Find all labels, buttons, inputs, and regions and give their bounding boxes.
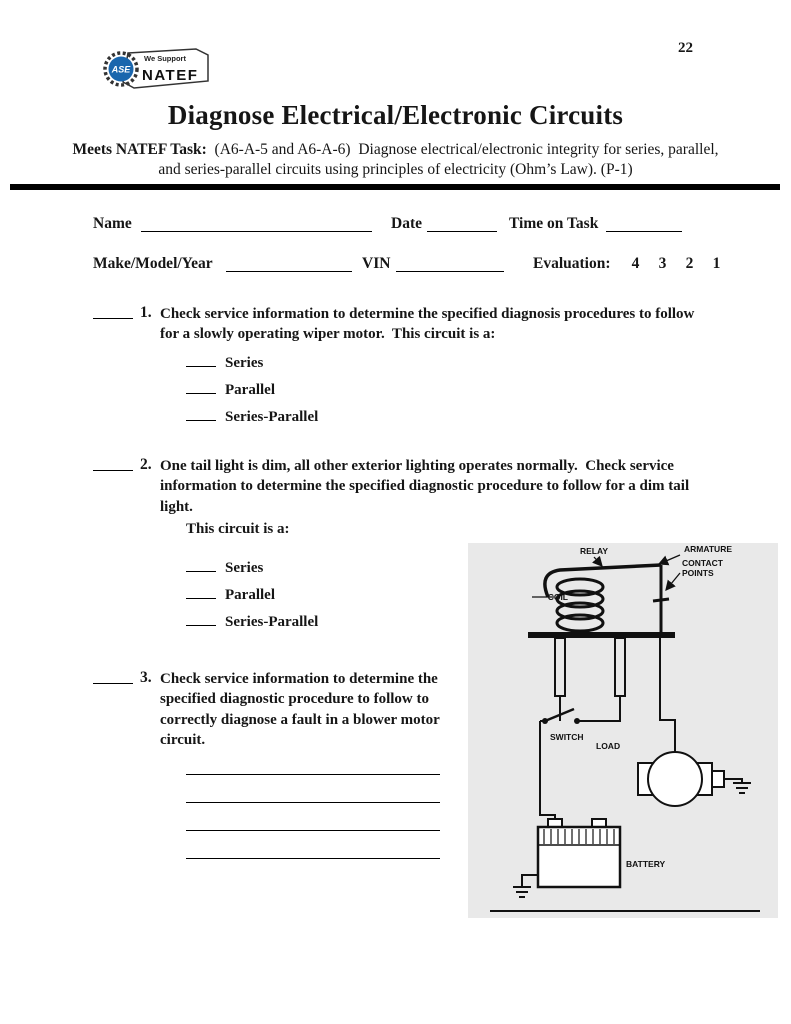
option-blank [186,558,216,572]
evaluation-2: 2 [685,255,694,272]
answer-line-4 [186,858,440,859]
make-model-year-blank [226,271,352,272]
option-label: Parallel [225,587,275,603]
option-series-parallel [186,612,318,639]
question-3-score-blank [93,683,133,684]
question-1-options [186,353,318,434]
make-model-year-label: Make/Model/Year [93,255,213,272]
answer-line-2 [186,802,440,803]
coil-winding [557,579,603,631]
question-2-options [186,558,318,639]
answer-line-1 [186,774,440,775]
evaluation-1: 1 [712,255,721,272]
relay-terminal-right [615,638,625,696]
option-series [186,558,318,585]
question-3-text: Check service information to determine the specified diagnostic procedure to follow to correctly diagnose a fault in a blower motor circuit. [160,671,444,749]
option-parallel [186,585,318,612]
question-3-number: 3. [140,669,152,686]
armature-callout-arrow [659,555,680,564]
natef-logo [96,40,220,98]
question-2-number: 2. [140,456,152,473]
contact-points-label-line1: CONTACT [682,558,723,568]
time-on-task-label: Time on Task [509,215,599,232]
evaluation-scale [624,255,728,273]
option-blank [186,353,216,367]
option-label: Series-Parallel [225,614,319,630]
load-motor [638,752,724,806]
relay-label: RELAY [580,546,609,556]
question-2-score-blank [93,470,133,471]
question-2-prompt: This circuit is a: [186,521,290,537]
switch-contact-dot [542,718,548,724]
answer-line-3 [186,830,440,831]
question-2-text: One tail light is dim, all other exterior lighting operates normally. Check service information to determine the specified diagnostic procedure to follow for a dim tail light. [160,458,693,515]
battery-symbol [538,819,620,887]
battery-label: BATTERY [626,859,666,869]
evaluation-4: 4 [631,255,640,272]
relay-callout-arrow [594,557,602,566]
evaluation-3: 3 [658,255,667,272]
ground-symbol-load [733,783,751,793]
option-label: Series-Parallel [225,409,319,425]
date-label: Date [391,215,422,232]
relay-terminal-left [555,638,565,696]
ase-badge-text: ASE [111,64,131,75]
vin-blank [396,271,504,272]
switch-contact-dot [574,718,580,724]
coil-label: COIL [547,592,568,602]
option-blank [186,585,216,599]
logo-tagline: We Support [144,54,186,63]
option-parallel [186,380,318,407]
time-on-task-blank [606,231,682,232]
divider-rule [10,184,780,190]
relay-circuit-diagram [468,543,778,918]
date-blank [427,231,497,232]
option-blank [186,612,216,626]
page-title: Diagnose Electrical/Electronic Circuits [167,100,624,130]
task-text: (A6-A-5 and A6-A-6) Diagnose electrical/electronic integrity for series, parallel, and series-parallel circuits using principles of electricity (Ohm’s Law). (P-1) [158,141,723,178]
question-1-number: 1. [140,304,152,321]
load-label: LOAD [596,741,621,751]
option-blank [186,380,216,394]
option-series [186,353,318,380]
armature-label: ARMATURE [684,544,733,554]
page-number: 22 [678,40,693,56]
contact-points-label-line2: POINTS [682,568,714,578]
question-1-score-blank [93,318,133,319]
logo-wordmark: NATEF [142,67,199,84]
relay-circuit-drawing [468,543,778,918]
task-statement [68,140,723,180]
contact-points-callout-arrow [666,573,680,590]
switch-label: SWITCH [550,732,584,742]
evaluation-label: Evaluation: [533,255,611,272]
option-series-parallel [186,407,318,434]
option-blank [186,407,216,421]
contact-points-mark [653,599,669,601]
name-label: Name [93,215,132,232]
vin-label: VIN [362,255,391,272]
question-1-text: Check service information to determine the specified diagnosis procedures to follow for a slowly operating wiper motor. This circuit is a: [160,306,699,343]
ground-symbol-battery [513,887,531,897]
option-label: Series [225,355,264,371]
task-label: Meets NATEF Task: [72,141,207,158]
option-label: Series [225,560,264,576]
option-label: Parallel [225,382,275,398]
name-blank [141,231,372,232]
